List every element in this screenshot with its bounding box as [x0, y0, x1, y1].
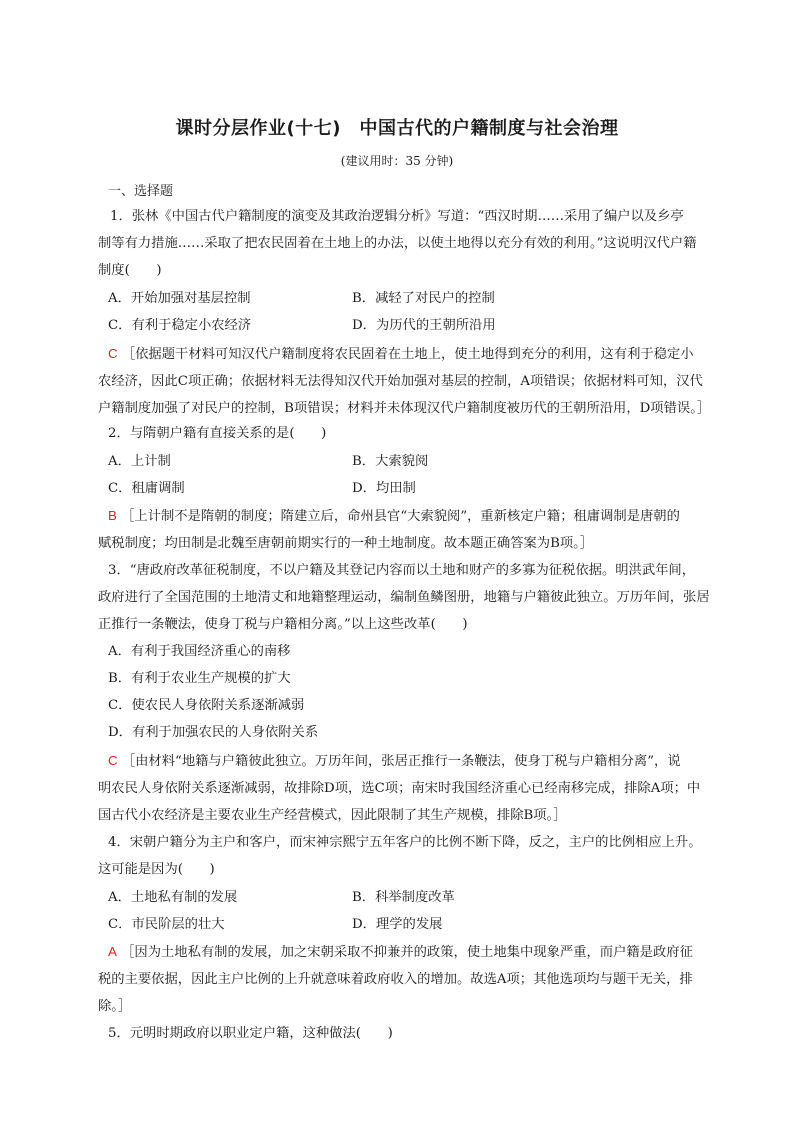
- answer-line: 税的主要依据，因此主户比例的上升就意味着政府收入的增加。故选A项；其他选项均与题干无关，排: [98, 972, 693, 987]
- option-c: C．有利于稳定小农经济: [108, 318, 252, 333]
- option-a: A．有利于我国经济重心的南移: [108, 644, 291, 659]
- question-line: 4．宋朝户籍分为主户和客户，而宋神宗熙宁五年客户的比例不断下降，反之，主户的比例相应上升。: [108, 835, 702, 850]
- option-b: B．科举制度改革: [352, 890, 455, 905]
- answer-letter: A: [108, 944, 117, 959]
- question-4-answer: [98, 938, 720, 1020]
- answer-line: 明农民人身依附关系逐渐减弱，故排除D项，选C项；南宋时我国经济重心已经南移完成，排除A项；中: [98, 781, 701, 796]
- option-c: C．使农民人身依附关系逐渐减弱: [108, 698, 305, 713]
- option-b: B．有利于农业生产规模的扩大: [108, 671, 291, 686]
- question-1-options: [108, 285, 708, 339]
- question-2-stem: [108, 420, 720, 447]
- question-line: 政府进行了全国范围的土地清丈和地籍整理运动，编制鱼鳞图册，地籍与户籍彼此独立。万历年间，张居: [98, 590, 710, 605]
- answer-line: ［上计制不是隋朝的制度；隋建立后，命州县官“大索貌阅”，重新核定户籍；租庸调制是唐朝的: [121, 509, 680, 524]
- answer-line: 户籍制度加强了对民户的控制，B项错误；材料并未体现汉代户籍制度被历代的王朝所沿用，D项错误。］: [98, 401, 711, 416]
- answer-line: ［依据题干材料可知汉代户籍制度将农民固着在土地上，使土地得到充分的利用，这有利于稳定小: [121, 347, 694, 362]
- question-3-stem: [98, 557, 720, 638]
- question-5-stem: [108, 1020, 720, 1047]
- question-4-options: [108, 884, 708, 938]
- question-line: 1．张林《中国古代户籍制度的演变及其政治逻辑分析》写道：“西汉时期……采用了编户以及乡亭: [110, 209, 684, 224]
- question-line: 5．元明时期政府以职业定户籍，这种做法( ): [108, 1026, 393, 1041]
- option-b: B．大索貌阅: [352, 454, 429, 469]
- answer-line: 农经济，因此C项正确；依据材料无法得知汉代开始加强对基层的控制，A项错误；依据材料可知，汉代: [98, 374, 703, 389]
- option-d: D．为历代的王朝所沿用: [352, 318, 496, 333]
- answer-line: 国古代小农经济是主要农业生产经营模式，因此限制了其生产规模，排除B项。］: [98, 808, 567, 823]
- answer-line: 赋税制度；均田制是北魏至唐朝前期实行的一种土地制度。故本题正确答案为B项。］: [98, 536, 594, 551]
- answer-line: ［由材料“地籍与户籍彼此独立。万历年间，张居正推行一条鞭法，使身丁税与户籍相分离”，说: [121, 754, 681, 769]
- option-c: C．租庸调制: [108, 481, 185, 496]
- question-line: 这可能是因为( ): [98, 862, 215, 877]
- question-1-stem: [98, 203, 720, 284]
- page-subtitle: (建议用时：35 分钟): [340, 154, 454, 168]
- page-title: 课时分层作业(十七) 中国古代的户籍制度与社会治理: [175, 118, 619, 139]
- question-line: 3．“唐政府改革征税制度，不以户籍及其登记内容而以土地和财产的多寡为征税依据。明洪武年间，: [108, 563, 696, 578]
- question-1-answer: [98, 340, 720, 422]
- answer-line: 除。］: [98, 999, 132, 1014]
- option-d: D．均田制: [352, 481, 416, 496]
- question-2-answer: [98, 502, 720, 557]
- option-a: A．开始加强对基层控制: [108, 291, 251, 306]
- option-d: D．有利于加强农民的人身依附关系: [108, 725, 319, 740]
- question-4-stem: [98, 829, 720, 883]
- option-a: A．土地私有制的发展: [108, 890, 238, 905]
- option-a: A．上计制: [108, 454, 171, 469]
- question-3-answer: [98, 747, 720, 829]
- option-b: B．减轻了对民户的控制: [352, 291, 495, 306]
- answer-line: ［因为土地私有制的发展，加之宋朝采取不抑兼并的政策，使土地集中现象严重，而户籍是政府征: [121, 945, 693, 960]
- answer-letter: B: [108, 508, 117, 523]
- question-line: 制度( ): [98, 263, 162, 278]
- question-line: 2．与隋朝户籍有直接关系的是( ): [108, 426, 327, 441]
- question-line: 正推行一条鞭法，使身丁税与户籍相分离。”以上这些改革( ): [98, 617, 468, 632]
- question-3-options: [108, 638, 708, 746]
- option-d: D．理学的发展: [352, 917, 443, 932]
- option-c: C．市民阶层的壮大: [108, 917, 225, 932]
- question-line: 制等有力措施……采取了把农民固着在土地上的办法，以使土地得以充分有效的利用。”这说明汉代户籍: [98, 236, 697, 251]
- answer-letter: C: [108, 346, 118, 361]
- section-heading: 一、选择题: [108, 184, 174, 199]
- answer-letter: C: [108, 753, 118, 768]
- question-2-options: [108, 448, 708, 502]
